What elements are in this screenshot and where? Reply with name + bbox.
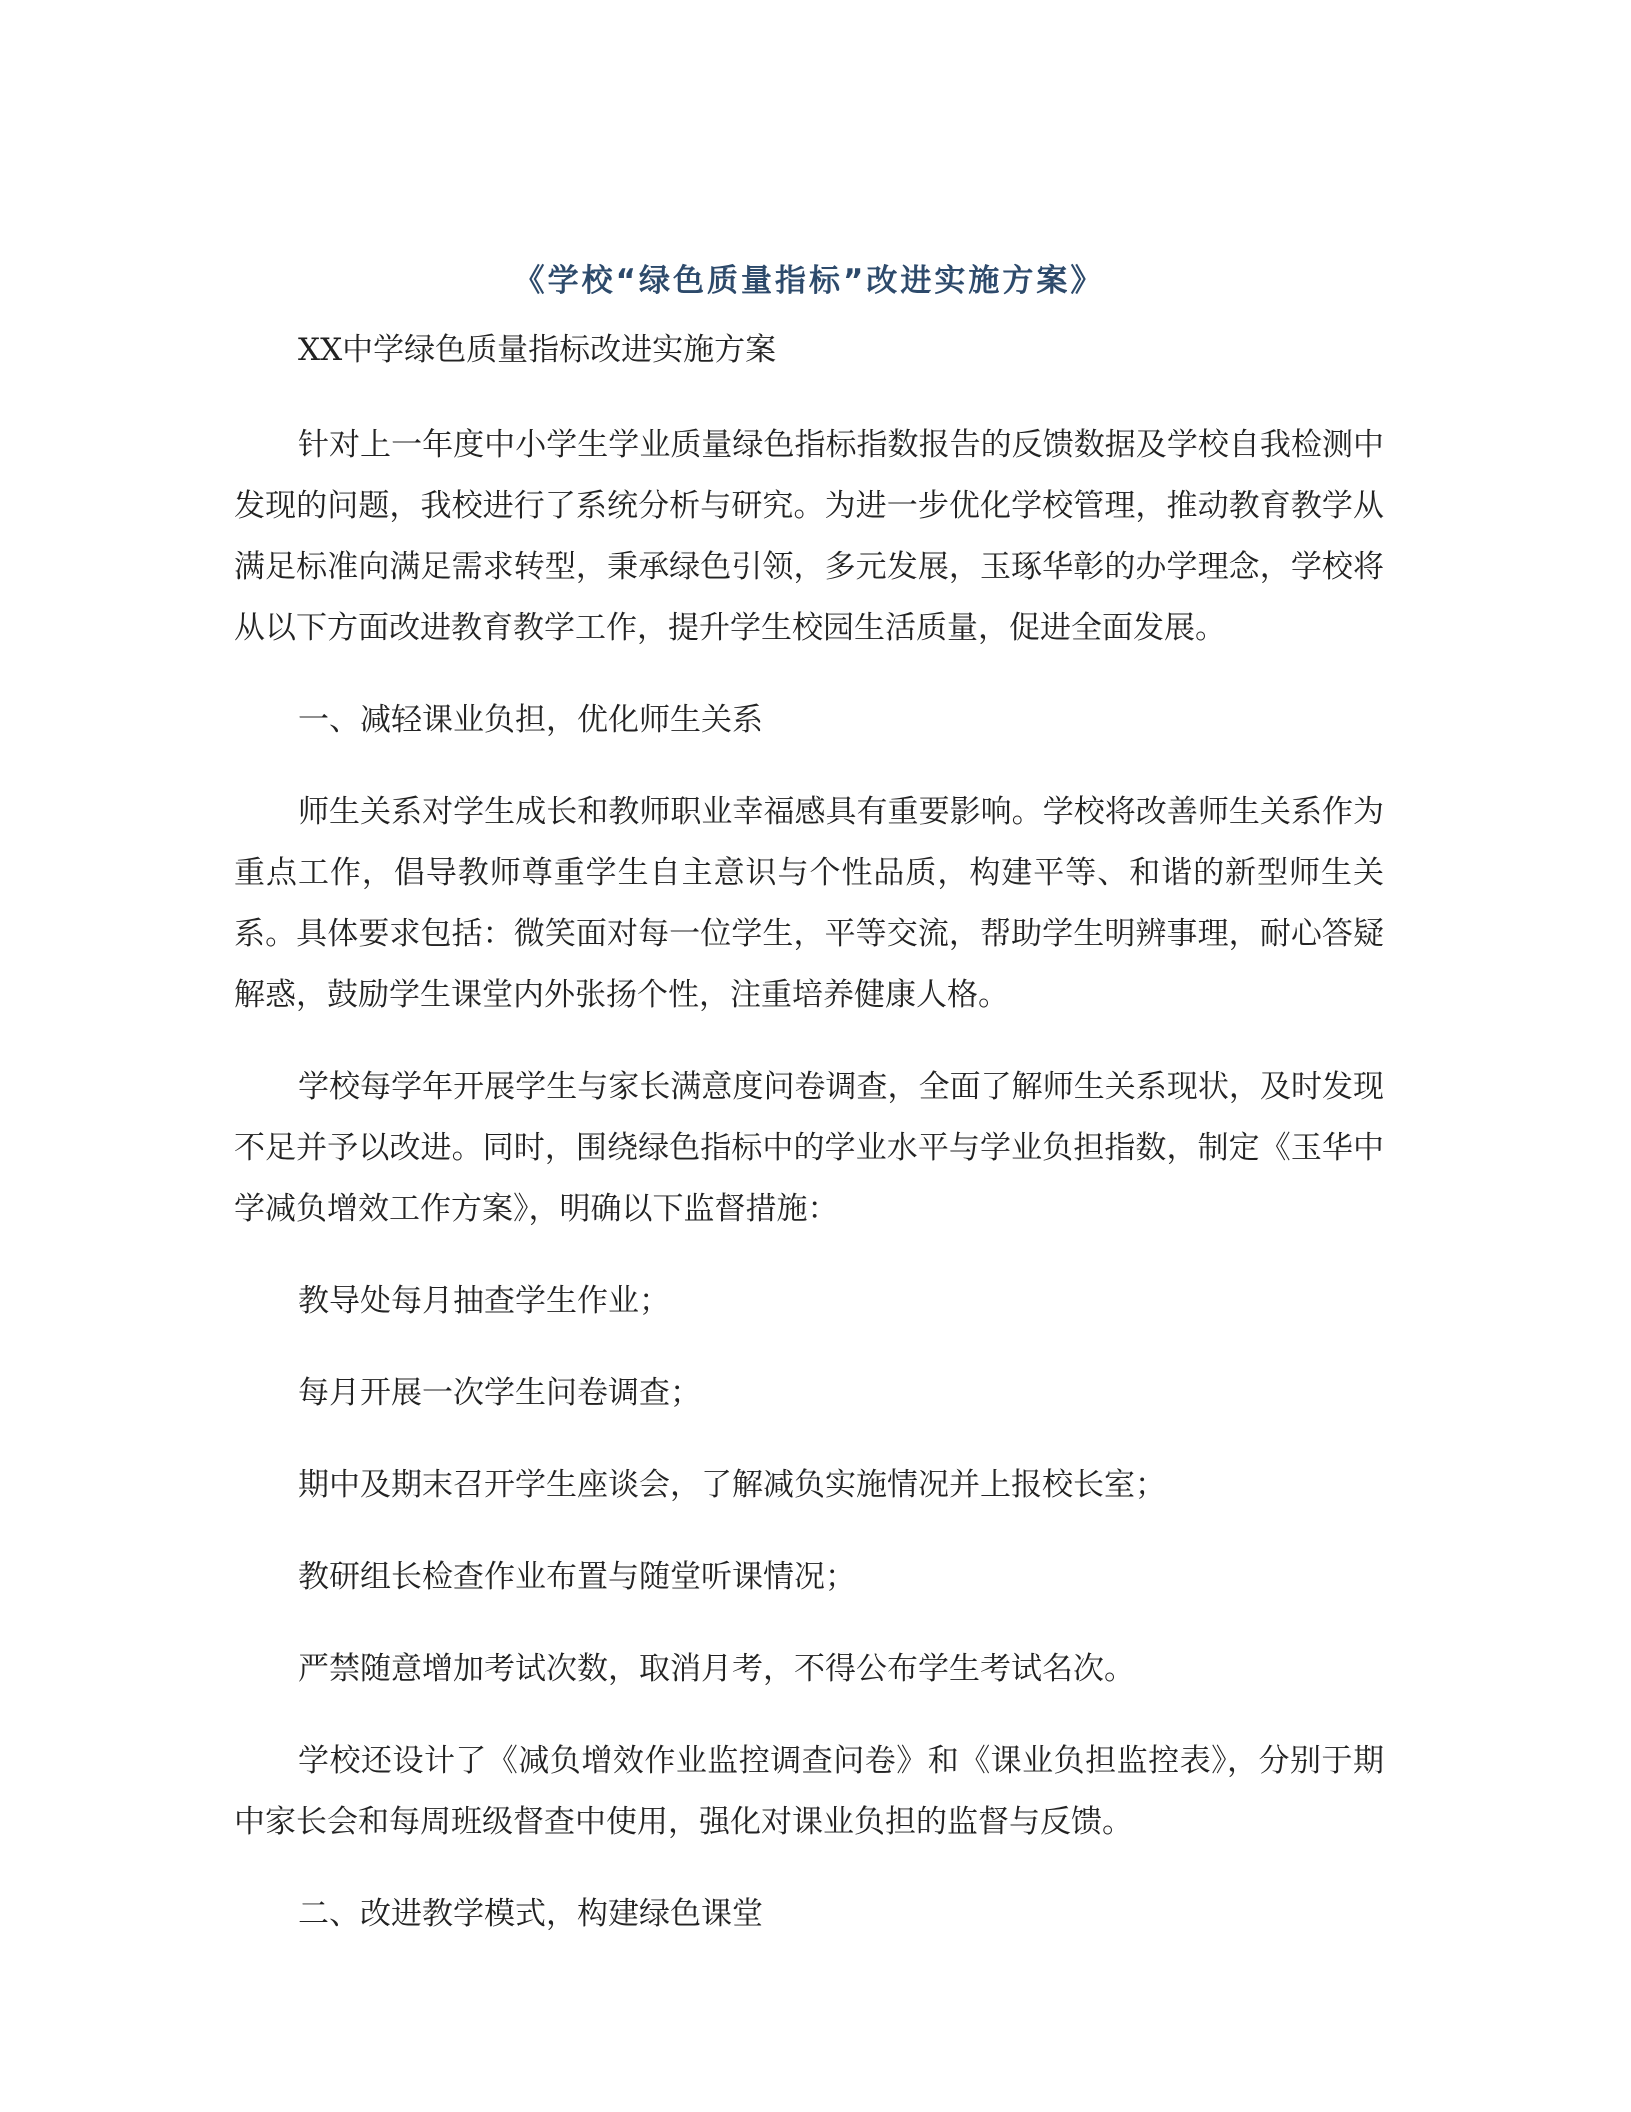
measure-item: 严禁随意增加考试次数，取消月考，不得公布学生考试名次。 — [298, 1651, 1135, 1687]
document-subtitle: XX中学绿色质量指标改进实施方案 — [298, 332, 777, 368]
section-1-paragraph-1: 师生关系对学生成长和教师职业幸福感具有重要影响。学校将改善师生关系作为重点工作，倡导教师尊重学生自主意识与个性品质，构建平等、和谐的新型师生关系。具体要求包括：微笑面对每一位学生，平等交流，帮助学生明辨事理，耐心答疑解惑，鼓励学生课堂内外张扬个性，注重培养健康人格。 — [234, 794, 1384, 1013]
measure-item: 教研组长检查作业布置与随堂听课情况； — [298, 1559, 856, 1595]
section-1-paragraph-3: 学校还设计了《减负增效作业监控调查问卷》和《课业负担监控表》，分别于期中家长会和每周班级督查中使用，强化对课业负担的监督与反馈。 — [234, 1743, 1384, 1840]
document-body — [234, 256, 1384, 1976]
measure-item: 每月开展一次学生问卷调查； — [298, 1375, 701, 1411]
section-1-heading: 一、减轻课业负担，优化师生关系 — [298, 702, 763, 738]
measure-item: 期中及期末召开学生座谈会，了解减负实施情况并上报校长室； — [298, 1467, 1166, 1503]
section-1-paragraph-2: 学校每学年开展学生与家长满意度问卷调查，全面了解师生关系现状，及时发现不足并予以改进。同时，围绕绿色指标中的学业水平与学业负担指数，制定《玉华中学减负增效工作方案》，明确以下监督措施： — [234, 1069, 1384, 1227]
document-title: 《学校“绿色质量指标”改进实施方案》 — [513, 263, 1105, 299]
measure-item: 教导处每月抽查学生作业； — [298, 1283, 670, 1319]
intro-paragraph: 针对上一年度中小学生学业质量绿色指标指数报告的反馈数据及学校自我检测中发现的问题，我校进行了系统分析与研究。为进一步优化学校管理，推动教育教学从满足标准向满足需求转型，秉承绿色引领，多元发展，玉琢华彰的办学理念，学校将从以下方面改进教育教学工作，提升学生校园生活质量，促进全面发展。 — [234, 427, 1384, 646]
section-2-heading: 二、改进教学模式，构建绿色课堂 — [298, 1896, 763, 1932]
